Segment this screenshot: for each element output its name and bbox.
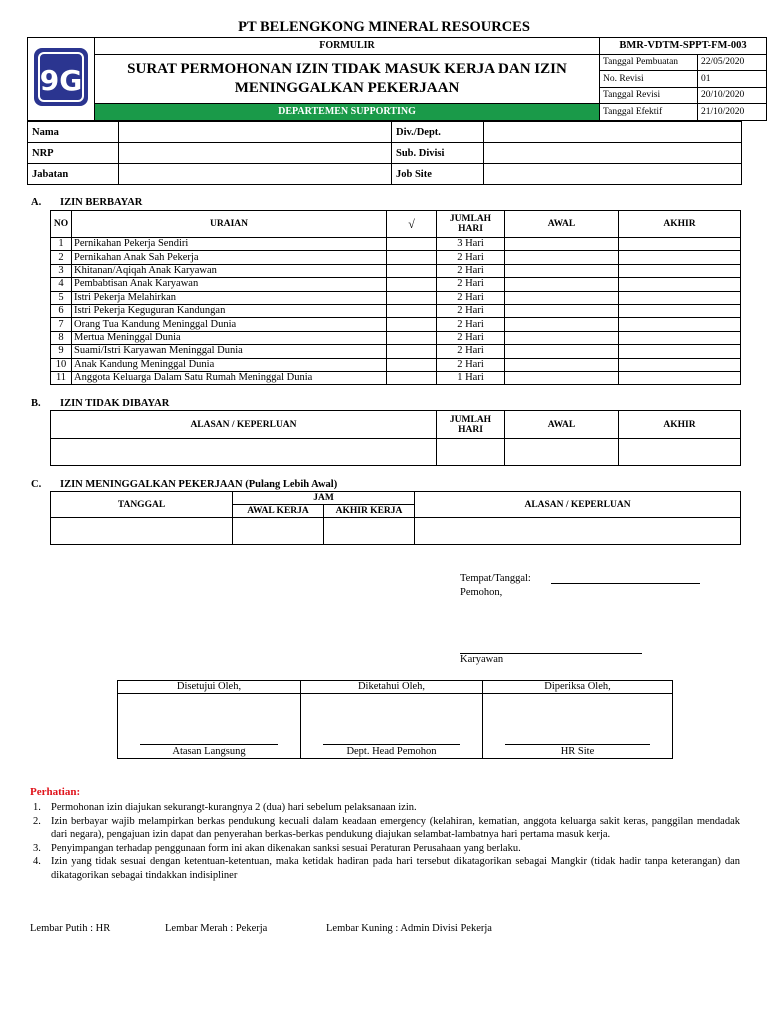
row-jumlah-hari: 2 Hari xyxy=(437,331,505,344)
sub-divisi-label: Sub. Divisi xyxy=(392,143,484,164)
header-check: √ xyxy=(387,211,437,238)
row-jumlah-hari: 3 Hari xyxy=(437,238,505,251)
row-awal-field[interactable] xyxy=(505,318,619,331)
row-uraian: Khitanan/Aqiqah Anak Karyawan xyxy=(72,264,387,277)
section-b-title xyxy=(30,398,169,409)
meta-label-effective: Tanggal Efektif xyxy=(600,104,698,121)
row-no: 9 xyxy=(51,345,72,358)
row-uraian: Pernikahan Pekerja Sendiri xyxy=(72,238,387,251)
row-uraian: Orang Tua Kandung Meninggal Dunia xyxy=(72,318,387,331)
awal-field[interactable] xyxy=(505,439,619,466)
row-no: 11 xyxy=(51,371,72,384)
row-jumlah-hari: 2 Hari xyxy=(437,291,505,304)
row-check-field[interactable] xyxy=(387,345,437,358)
row-akhir-field[interactable] xyxy=(619,291,741,304)
meta-label-revision-date: Tanggal Revisi xyxy=(600,87,698,104)
section-c-title xyxy=(30,479,337,490)
company-logo-icon xyxy=(32,46,90,108)
row-awal-field[interactable] xyxy=(505,251,619,264)
row-akhir-field[interactable] xyxy=(619,358,741,371)
row-check-field[interactable] xyxy=(387,278,437,291)
row-jumlah-hari: 2 Hari xyxy=(437,251,505,264)
row-no: 1 xyxy=(51,238,72,251)
footer-lembar-merah: Lembar Merah : Pekerja xyxy=(165,923,268,934)
section-c-label: IZIN MENINGGALKAN PEKERJAAN (Pulang Lebih Awal) xyxy=(60,479,338,490)
row-check-field[interactable] xyxy=(387,358,437,371)
row-uraian: Pembabtisan Anak Karyawan xyxy=(72,278,387,291)
meta-label-created: Tanggal Pembuatan xyxy=(600,54,698,71)
job-site-label: Job Site xyxy=(392,164,484,185)
signature-line xyxy=(323,744,460,745)
row-uraian: Istri Pekerja Melahirkan xyxy=(72,291,387,304)
row-akhir-field[interactable] xyxy=(619,371,741,384)
row-no: 10 xyxy=(51,358,72,371)
row-jumlah-hari: 2 Hari xyxy=(437,304,505,317)
hr-site-label: HR Site xyxy=(560,746,595,757)
table-row xyxy=(51,358,741,371)
table-row xyxy=(51,291,741,304)
awal-kerja-field[interactable] xyxy=(233,518,324,545)
approval-table xyxy=(117,680,673,759)
logo-cell xyxy=(28,38,95,121)
row-akhir-field[interactable] xyxy=(619,304,741,317)
meta-value-revision-no: 01 xyxy=(698,71,767,88)
akhir-field[interactable] xyxy=(619,439,741,466)
header-jumlah-hari: JUMLAH HARI xyxy=(437,411,505,439)
row-check-field[interactable] xyxy=(387,291,437,304)
sub-divisi-field[interactable] xyxy=(484,143,742,164)
disetujui-header: Disetujui Oleh, xyxy=(118,681,301,694)
section-a-letter: A. xyxy=(31,197,42,208)
row-jumlah-hari: 2 Hari xyxy=(437,318,505,331)
row-check-field[interactable] xyxy=(387,331,437,344)
row-awal-field[interactable] xyxy=(505,291,619,304)
row-no: 5 xyxy=(51,291,72,304)
tanggal-field[interactable] xyxy=(51,518,233,545)
nama-field[interactable] xyxy=(119,122,392,143)
row-akhir-field[interactable] xyxy=(619,318,741,331)
row-no: 7 xyxy=(51,318,72,331)
row-uraian: Suami/Istri Karyawan Meninggal Dunia xyxy=(72,345,387,358)
nama-label: Nama xyxy=(28,122,119,143)
meta-value-effective: 21/10/2020 xyxy=(698,104,767,121)
row-no: 8 xyxy=(51,331,72,344)
hr-site-signature-box[interactable] xyxy=(483,694,673,759)
header-awal: AWAL xyxy=(505,411,619,439)
row-akhir-field[interactable] xyxy=(619,278,741,291)
header-jumlah-hari: JUMLAH HARI xyxy=(437,211,505,238)
tempat-tanggal-line[interactable] xyxy=(551,583,700,584)
alasan-field[interactable] xyxy=(415,518,741,545)
row-awal-field[interactable] xyxy=(505,278,619,291)
izin-meninggalkan-table xyxy=(50,491,741,545)
div-dept-field[interactable] xyxy=(484,122,742,143)
diperiksa-header: Diperiksa Oleh, xyxy=(483,681,673,694)
row-no: 6 xyxy=(51,304,72,317)
jabatan-field[interactable] xyxy=(119,164,392,185)
header-awal-kerja: AWAL KERJA xyxy=(233,505,324,518)
note-text: Permohonan izin diajukan sekurangt-kurangnya 2 (dua) hari sebelum pelaksanaan izin. xyxy=(51,802,417,813)
row-no: 2 xyxy=(51,251,72,264)
perhatian-heading: Perhatian: xyxy=(30,786,81,798)
row-check-field[interactable] xyxy=(387,264,437,277)
izin-tidak-dibayar-table xyxy=(50,410,741,466)
row-awal-field[interactable] xyxy=(505,358,619,371)
meta-value-created: 22/05/2020 xyxy=(698,54,767,71)
header-alasan: ALASAN / KEPERLUAN xyxy=(415,492,741,518)
row-jumlah-hari: 1 Hari xyxy=(437,371,505,384)
dept-head-signature-box[interactable] xyxy=(301,694,483,759)
table-row xyxy=(51,251,741,264)
note-item: 4. Izin yang tidak sesuai dengan ketentuan-ketentuan, maka ketidak hadiran pada hari tersebut dikatagorikan sebagai Mangkir (tidak hadir tanpa keterangan) dan dikatagorikan sebagai tindakkan indisipliner xyxy=(33,856,740,881)
header-tanggal: TANGGAL xyxy=(51,492,233,518)
row-no: 4 xyxy=(51,278,72,291)
identity-table xyxy=(27,121,742,185)
row-uraian: Istri Pekerja Keguguran Kandungan xyxy=(72,304,387,317)
note-item: 3. Penyimpangan terhadap penggunaan form ini akan dikenakan sanksi sesuai Peraturan Perusahaan yang berlaku. xyxy=(33,842,521,854)
row-jumlah-hari: 2 Hari xyxy=(437,358,505,371)
row-uraian: Pernikahan Anak Sah Pekerja xyxy=(72,251,387,264)
row-uraian: Mertua Meninggal Dunia xyxy=(72,331,387,344)
signature-line xyxy=(140,744,278,745)
jumlah-hari-field[interactable] xyxy=(437,439,505,466)
header-akhir-kerja: AKHIR KERJA xyxy=(324,505,415,518)
row-check-field[interactable] xyxy=(387,304,437,317)
section-b-label: IZIN TIDAK DIBAYAR xyxy=(60,398,170,409)
div-dept-label: Div./Dept. xyxy=(392,122,484,143)
note-item: 2. Izin berbayar wajib melampirkan berkas pendukung kecuali dalam keadaan emergency (kelahiran, kematian, anggota keluarga sakit keras, panggilan mendadak dari negara), pengajuan izin dapat dan penyerahan berkas-berkas pendukung diajukan selambat-lambatnya hari pertama masuk kerja. xyxy=(33,815,740,841)
row-check-field[interactable] xyxy=(387,251,437,264)
jabatan-label: Jabatan xyxy=(28,164,119,185)
section-a-title xyxy=(30,197,142,208)
row-awal-field[interactable] xyxy=(505,238,619,251)
header-alasan: ALASAN / KEPERLUAN xyxy=(51,411,437,439)
header-uraian: URAIAN xyxy=(72,211,387,238)
row-uraian: Anggota Keluarga Dalam Satu Rumah Meninggal Dunia xyxy=(72,371,387,384)
row-no: 3 xyxy=(51,264,72,277)
nrp-label: NRP xyxy=(28,143,119,164)
document-header xyxy=(27,37,767,121)
table-row xyxy=(51,331,741,344)
form-title: SURAT PERMOHONAN IZIN TIDAK MASUK KERJA DAN IZIN MENINGGALKAN PEKERJAAN xyxy=(95,54,600,104)
atasan-label: Atasan Langsung xyxy=(172,746,246,757)
table-row xyxy=(51,278,741,291)
section-b-letter: B. xyxy=(31,398,41,409)
table-row xyxy=(51,371,741,384)
row-jumlah-hari: 2 Hari xyxy=(437,345,505,358)
header-akhir: AKHIR xyxy=(619,411,741,439)
row-akhir-field[interactable] xyxy=(619,331,741,344)
pemohon-label: Pemohon, xyxy=(460,587,503,598)
izin-berbayar-table xyxy=(50,210,741,385)
row-akhir-field[interactable] xyxy=(619,264,741,277)
table-row xyxy=(51,345,741,358)
header-no: NO xyxy=(51,211,72,238)
formulir-label: FORMULIR xyxy=(95,38,600,55)
akhir-kerja-field[interactable] xyxy=(324,518,415,545)
footer-lembar-kuning: Lembar Kuning : Admin Divisi Pekerja xyxy=(326,923,492,934)
row-jumlah-hari: 2 Hari xyxy=(437,278,505,291)
row-check-field[interactable] xyxy=(387,371,437,384)
alasan-field[interactable] xyxy=(51,439,437,466)
header-awal: AWAL xyxy=(505,211,619,238)
company-name: PT BELENGKONG MINERAL RESOURCES xyxy=(238,19,530,35)
row-akhir-field[interactable] xyxy=(619,345,741,358)
row-awal-field[interactable] xyxy=(505,264,619,277)
section-c-letter: C. xyxy=(31,479,42,490)
footer-lembar-putih: Lembar Putih : HR xyxy=(30,923,111,934)
row-awal-field[interactable] xyxy=(505,304,619,317)
notes-list xyxy=(30,801,740,883)
tempat-tanggal-label: Tempat/Tanggal: xyxy=(460,573,531,584)
job-site-field[interactable] xyxy=(484,164,742,185)
table-row xyxy=(51,318,741,331)
department-bar: DEPARTEMEN SUPPORTING xyxy=(95,104,600,121)
note-text: Izin berbayar wajib melampirkan berkas pendukung kecuali dalam keadaan emergency (kelahiran, kematian, anggota keluarga sakit keras, panggilan mendadak dari negara), pengajuan izin dapat dan penyerahan berkas-berkas pendukung diajukan selambat-lambatnya hari pertama masuk kerja. xyxy=(51,815,740,841)
row-uraian: Anak Kandung Meninggal Dunia xyxy=(72,358,387,371)
row-check-field[interactable] xyxy=(387,238,437,251)
note-text: Izin yang tidak sesuai dengan ketentuan-ketentuan, maka ketidak hadiran pada hari tersebut dikatagorikan sebagai Mangkir (tidak hadir tanpa keterangan) dan dikatagorikan sebagai tindakkan indisipliner xyxy=(51,856,740,881)
header-jam: JAM xyxy=(233,492,415,505)
note-text: Penyimpangan terhadap penggunaan form ini akan dikenakan sanksi sesuai Peraturan Perusahaan yang berlaku. xyxy=(51,842,521,854)
row-akhir-field[interactable] xyxy=(619,238,741,251)
section-a-label: IZIN BERBAYAR xyxy=(60,197,143,208)
meta-value-revision-date: 20/10/2020 xyxy=(698,87,767,104)
header-akhir: AKHIR xyxy=(619,211,741,238)
row-akhir-field[interactable] xyxy=(619,251,741,264)
row-check-field[interactable] xyxy=(387,318,437,331)
table-row xyxy=(51,264,741,277)
note-item: 1. Permohonan izin diajukan sekurangt-kurangnya 2 (dua) hari sebelum pelaksanaan izin. xyxy=(33,802,417,813)
signature-line xyxy=(505,744,650,745)
table-row xyxy=(51,304,741,317)
dept-head-label: Dept. Head Pemohon xyxy=(346,746,437,757)
atasan-signature-box[interactable] xyxy=(118,694,301,759)
meta-label-revision-no: No. Revisi xyxy=(600,71,698,88)
nrp-field[interactable] xyxy=(119,143,392,164)
diketahui-header: Diketahui Oleh, xyxy=(301,681,483,694)
doc-number: BMR-VDTM-SPPT-FM-003 xyxy=(600,38,767,55)
row-awal-field[interactable] xyxy=(505,371,619,384)
row-awal-field[interactable] xyxy=(505,345,619,358)
logo-text: 9G xyxy=(39,64,83,98)
table-row xyxy=(51,238,741,251)
karyawan-label: Karyawan xyxy=(460,654,504,665)
row-jumlah-hari: 2 Hari xyxy=(437,264,505,277)
row-awal-field[interactable] xyxy=(505,331,619,344)
